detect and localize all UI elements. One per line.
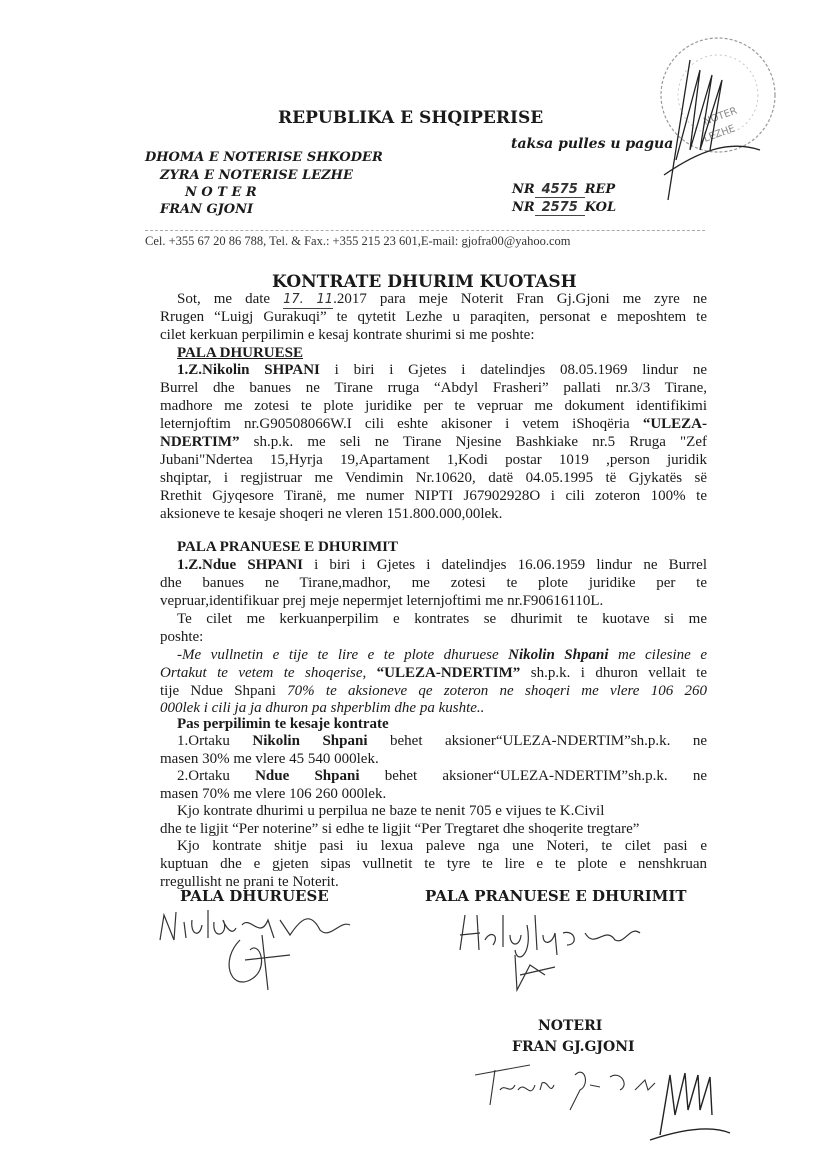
donor-line-3: madhore me zotesi te plote juridike per te vepruar me dokument identifikimi: [160, 398, 707, 414]
tax-note: taksa pulles u pagua: [511, 136, 674, 152]
intro-line-1: [177, 291, 707, 309]
text-segment: .2017 para meje Noterit Fran Gj.Gjoni me zyre ne: [333, 291, 707, 307]
text-segment: sh.p.k. i dhuron vellait te: [520, 665, 707, 681]
text-segment: “ULEZA-: [642, 416, 707, 432]
recipient-name: 1.Z.Ndue SHPANI: [177, 557, 303, 573]
closing-line-1: Kjo kontrate shitje pasi iu lexua paleve nga une Noteri, te cilet pasi e: [177, 838, 707, 854]
text-segment: i biri i Gjetes i datelindjes 08.05.1969 lindur ne: [319, 362, 707, 378]
recipient-line-2: dhe banues ne Tirane,madhor, me zotesi te plote juridike per te: [160, 575, 707, 591]
document-title: KONTRATE DHURIM KUOTASH: [272, 272, 577, 292]
office-name: ZYRA E NOTERISE LEZHE: [160, 168, 353, 183]
donor-line-1: [177, 362, 707, 379]
nr-kol-suffix: KOL: [584, 200, 617, 215]
text-segment: -Me vullnetin e tije te lire e te plote dhuruese: [177, 647, 509, 663]
after-heading: Pas perpilimin te kesaje kontrate: [177, 716, 389, 732]
recipient-line-1: [177, 557, 707, 574]
legal-basis-1: Kjo kontrate dhurimi u perpilua ne baze te nenit 705 e vijues te K.Civil: [177, 803, 605, 819]
after-item-2-cont: masen 70% me vlere 106 260 000lek.: [160, 786, 387, 802]
recipient-line-3: vepruar,identifikuar prej meje nepermjet leternjoftimi me nr.F90616110L.: [160, 593, 604, 609]
nr-rep-prefix: NR: [512, 182, 535, 197]
recipient-line-5: poshte:: [160, 629, 204, 645]
text-segment: tije Ndue Shpani: [160, 683, 288, 699]
recipient-heading: PALA PRANUESE E DHURIMIT: [177, 539, 398, 555]
recipient-line-4: Te cilet me kerkuanperpilim e kontrates se dhurimit te kuotave si me: [177, 611, 707, 627]
republic-heading: REPUBLIKA E SHQIPERISE: [278, 108, 544, 128]
text-segment: Nikolin Shpani: [252, 733, 368, 749]
chamber-name: DHOMA E NOTERISE SHKODER: [145, 150, 383, 165]
text-segment: “ULEZA-NDERTIM”: [376, 665, 521, 681]
closing-line-2: kuptuan dhe e gjeten sipas vullnetit te tyre te lire e te plote e nenshkruan: [160, 856, 707, 872]
intro-line-3: cilet kerkuan perpilimin e kesaj kontrate shurimi si me poshte:: [160, 327, 535, 343]
notary-role: N O T E R: [185, 185, 257, 200]
legal-basis-2: dhe te ligjit “Per noterine” si edhe te ligjit “Per Tregtaret dhe shoqerite tregtare”: [160, 821, 640, 837]
donor-line-4: [160, 416, 707, 433]
text-segment: behet aksioner“ULEZA-NDERTIM”sh.p.k. ne: [367, 733, 707, 749]
text-segment: 1.Ortaku: [177, 733, 253, 749]
recipient-line-7: [160, 665, 707, 682]
notary-label: NOTERI: [538, 1018, 603, 1034]
text-segment: NDERTIM”: [160, 434, 240, 450]
donor-line-5: [160, 434, 707, 451]
nr-kol-prefix: NR: [512, 200, 535, 215]
text-segment: behet aksioner“ULEZA-NDERTIM”sh.p.k. ne: [359, 768, 707, 784]
nr-rep-value: 4575: [535, 182, 585, 198]
text-segment: sh.p.k. me seli ne Tirane Njesine Bashkiake nr.5 Rruga "Zef: [239, 434, 707, 450]
donor-line-9: aksioneve te kesaje shoqeri ne vleren 151.800.000,00lek.: [160, 506, 503, 522]
text-segment: i biri i Gjetes i datelindjes 16.06.1959 lindur ne Burrel: [302, 557, 707, 573]
text-segment: Ndue Shpani: [255, 768, 360, 784]
notary-signature-icon: [470, 1055, 770, 1155]
donor-line-6: Jubani"Ndertea 15,Hyrja 19,Apartament 1,Kodi postar 1019 ,person juridik: [160, 452, 707, 468]
recipient-line-6: [177, 647, 707, 664]
closing-line-3: rregullisht ne prani te Noterit.: [160, 874, 339, 890]
text-segment: Sot, me date: [177, 291, 284, 307]
svg-text:NOTER: NOTER: [702, 105, 739, 128]
donor-line-8: Rrethit Gjyqesore Tiranë, me numer NIPTI J67902928O i cili zoteron 100% te: [160, 488, 707, 504]
nr-rep-suffix: REP: [584, 182, 616, 197]
recipient-line-9: 000lek i cili ja ja dhuron pa shperblim dhe pa kushte..: [160, 700, 485, 716]
svg-text:LEZHE: LEZHE: [702, 123, 737, 145]
header-divider: [145, 230, 705, 231]
donor-heading: PALA DHURUESE: [177, 345, 303, 361]
donor-line-7: shqiptar, i regjistruar me Vendimin Nr.10620, datë 04.05.1995 të Gjykatës së: [160, 470, 707, 486]
handwritten-date: 17. 11: [283, 292, 334, 307]
donor-signature-icon: [150, 900, 370, 1000]
notary-stamp-icon: [0, 0, 826, 260]
after-item-1: [177, 733, 707, 750]
text-segment: 70% te aksioneve qe zoteron ne shoqeri me vlere 106 260: [287, 683, 707, 699]
nr-kol-value: 2575: [535, 200, 585, 216]
text-segment: leternjoftim nr.G90508066W.I cili eshte akisoner i vetem iShoqëria: [160, 416, 643, 432]
recipient-line-8: [160, 683, 707, 700]
text-segment: 2.Ortaku: [177, 768, 256, 784]
recipient-signature-icon: [455, 905, 655, 995]
after-item-2: [177, 768, 707, 785]
text-segment: me cilesine e: [608, 647, 708, 663]
after-item-1-cont: masen 30% me vlere 45 540 000lek.: [160, 751, 379, 767]
notary-signature-name: FRAN GJ.GJONI: [512, 1039, 635, 1055]
text-segment: Nikolin Shpani: [508, 647, 609, 663]
contact-line: Cel. +355 67 20 86 788, Tel. & Fax.: +355 215 23 601,E-mail: gjofra00@yahoo.com: [145, 234, 571, 248]
donor-line-2: Burrel dhe banues ne Tirane rruga “Abdyl Frasheri” pallati nr.3/3 Tirane,: [160, 380, 707, 396]
intro-line-2: Rrugen “Luigj Gurakuqi” te qytetit Lezhe u paraqiten, personat e meposhtem te: [160, 309, 707, 325]
donor-name: 1.Z.Nikolin SHPANI: [177, 362, 320, 378]
text-segment: Ortakut te vetem te shoqerise,: [160, 665, 377, 681]
notary-name: FRAN GJONI: [160, 202, 254, 217]
donor-signature-label: PALA DHURUESE: [180, 887, 329, 905]
recipient-signature-label: PALA PRANUESE E DHURIMIT: [425, 887, 687, 905]
